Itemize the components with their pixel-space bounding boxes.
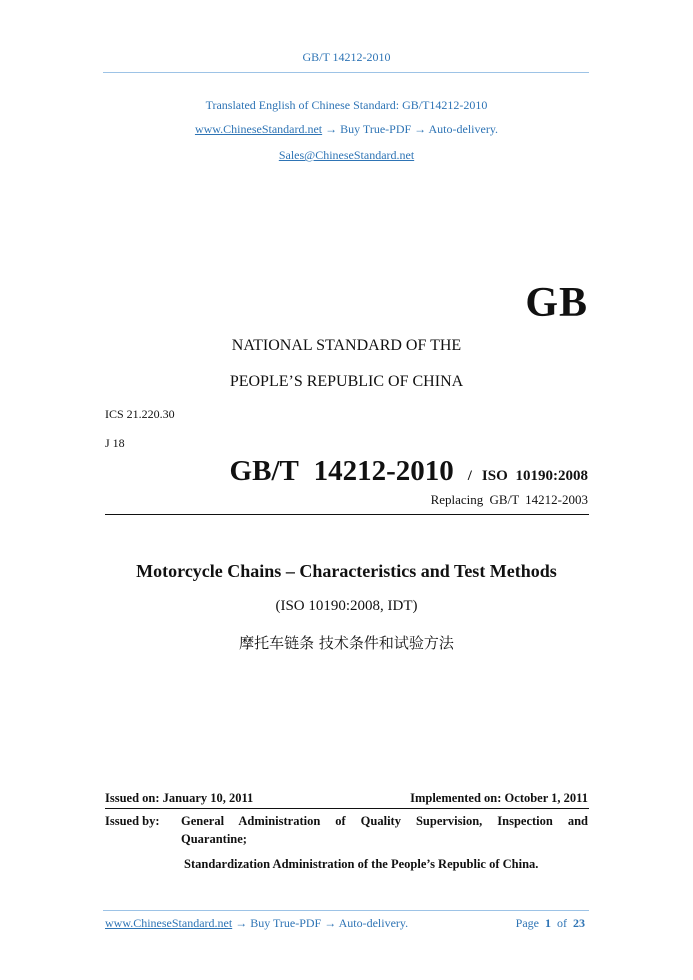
- iso-equivalence: (ISO 10190:2008, IDT): [275, 598, 418, 614]
- arrow-right-icon: →: [235, 916, 248, 930]
- page-counter: [516, 916, 585, 931]
- ics-code: ICS 21.220.30: [105, 407, 175, 421]
- national-standard-line2: PEOPLE’S REPUBLIC OF CHINA: [229, 373, 464, 390]
- footer-auto-delivery-text: Auto-delivery.: [338, 916, 409, 930]
- page-total: 23: [573, 916, 585, 930]
- issuer-line-1: General Administration of Quality Supervision, Inspection and: [181, 814, 588, 828]
- dates-rule: [105, 808, 589, 809]
- ccs-code: J 18: [105, 436, 125, 450]
- national-standard-line1: NATIONAL STANDARD OF THE: [231, 337, 462, 354]
- document-title: Motorcycle Chains – Characteristics and Test Methods: [136, 561, 557, 581]
- footer-rule: [103, 910, 589, 911]
- email-line: [0, 148, 693, 163]
- footer-chinesestandard-link[interactable]: www.ChineseStandard.net: [105, 916, 233, 930]
- gb-mark: GB: [525, 280, 588, 326]
- issuer-line-3: Standardization Administration of the People’s Republic of China.: [184, 857, 539, 871]
- footer-buy-true-pdf-text: Buy True-PDF: [250, 916, 322, 930]
- implemented-on-date: Implemented on: October 1, 2011: [410, 791, 588, 805]
- header-rule: [103, 72, 589, 73]
- arrow-right-icon: →: [414, 122, 427, 136]
- arrow-right-icon: →: [325, 122, 338, 136]
- translation-notice: Translated English of Chinese Standard: GB/T14212-2010: [205, 98, 488, 112]
- replacing-note: Replacing GB/T 14212-2003: [430, 492, 588, 507]
- page-of: of: [557, 916, 567, 930]
- issued-by-label: Issued by:: [105, 814, 160, 828]
- auto-delivery-text: Auto-delivery.: [428, 122, 499, 136]
- page-current: 1: [545, 916, 551, 930]
- standard-number-line: [230, 455, 588, 488]
- arrow-right-icon: →: [324, 916, 337, 930]
- iso-number: ISO 10190:2008: [481, 468, 588, 484]
- title-rule: [105, 514, 589, 515]
- page-label: Page: [515, 916, 539, 930]
- buy-true-pdf-text: Buy True-PDF: [340, 122, 412, 136]
- sales-email-link[interactable]: Sales@ChineseStandard.net: [278, 148, 415, 162]
- standard-number: GB/T 14212-2010: [229, 455, 454, 487]
- issued-on-date: Issued on: January 10, 2011: [105, 791, 254, 805]
- iso-separator: /: [467, 468, 472, 484]
- footer-link-line: [105, 916, 408, 931]
- notice-link-line: [0, 122, 693, 137]
- chinese-title: 摩托车链条 技术条件和试验方法: [239, 634, 454, 652]
- chinesestandard-link[interactable]: www.ChineseStandard.net: [194, 122, 323, 136]
- issuer-line-2: Quarantine;: [181, 832, 247, 846]
- running-head: GB/T 14212-2010: [302, 50, 391, 64]
